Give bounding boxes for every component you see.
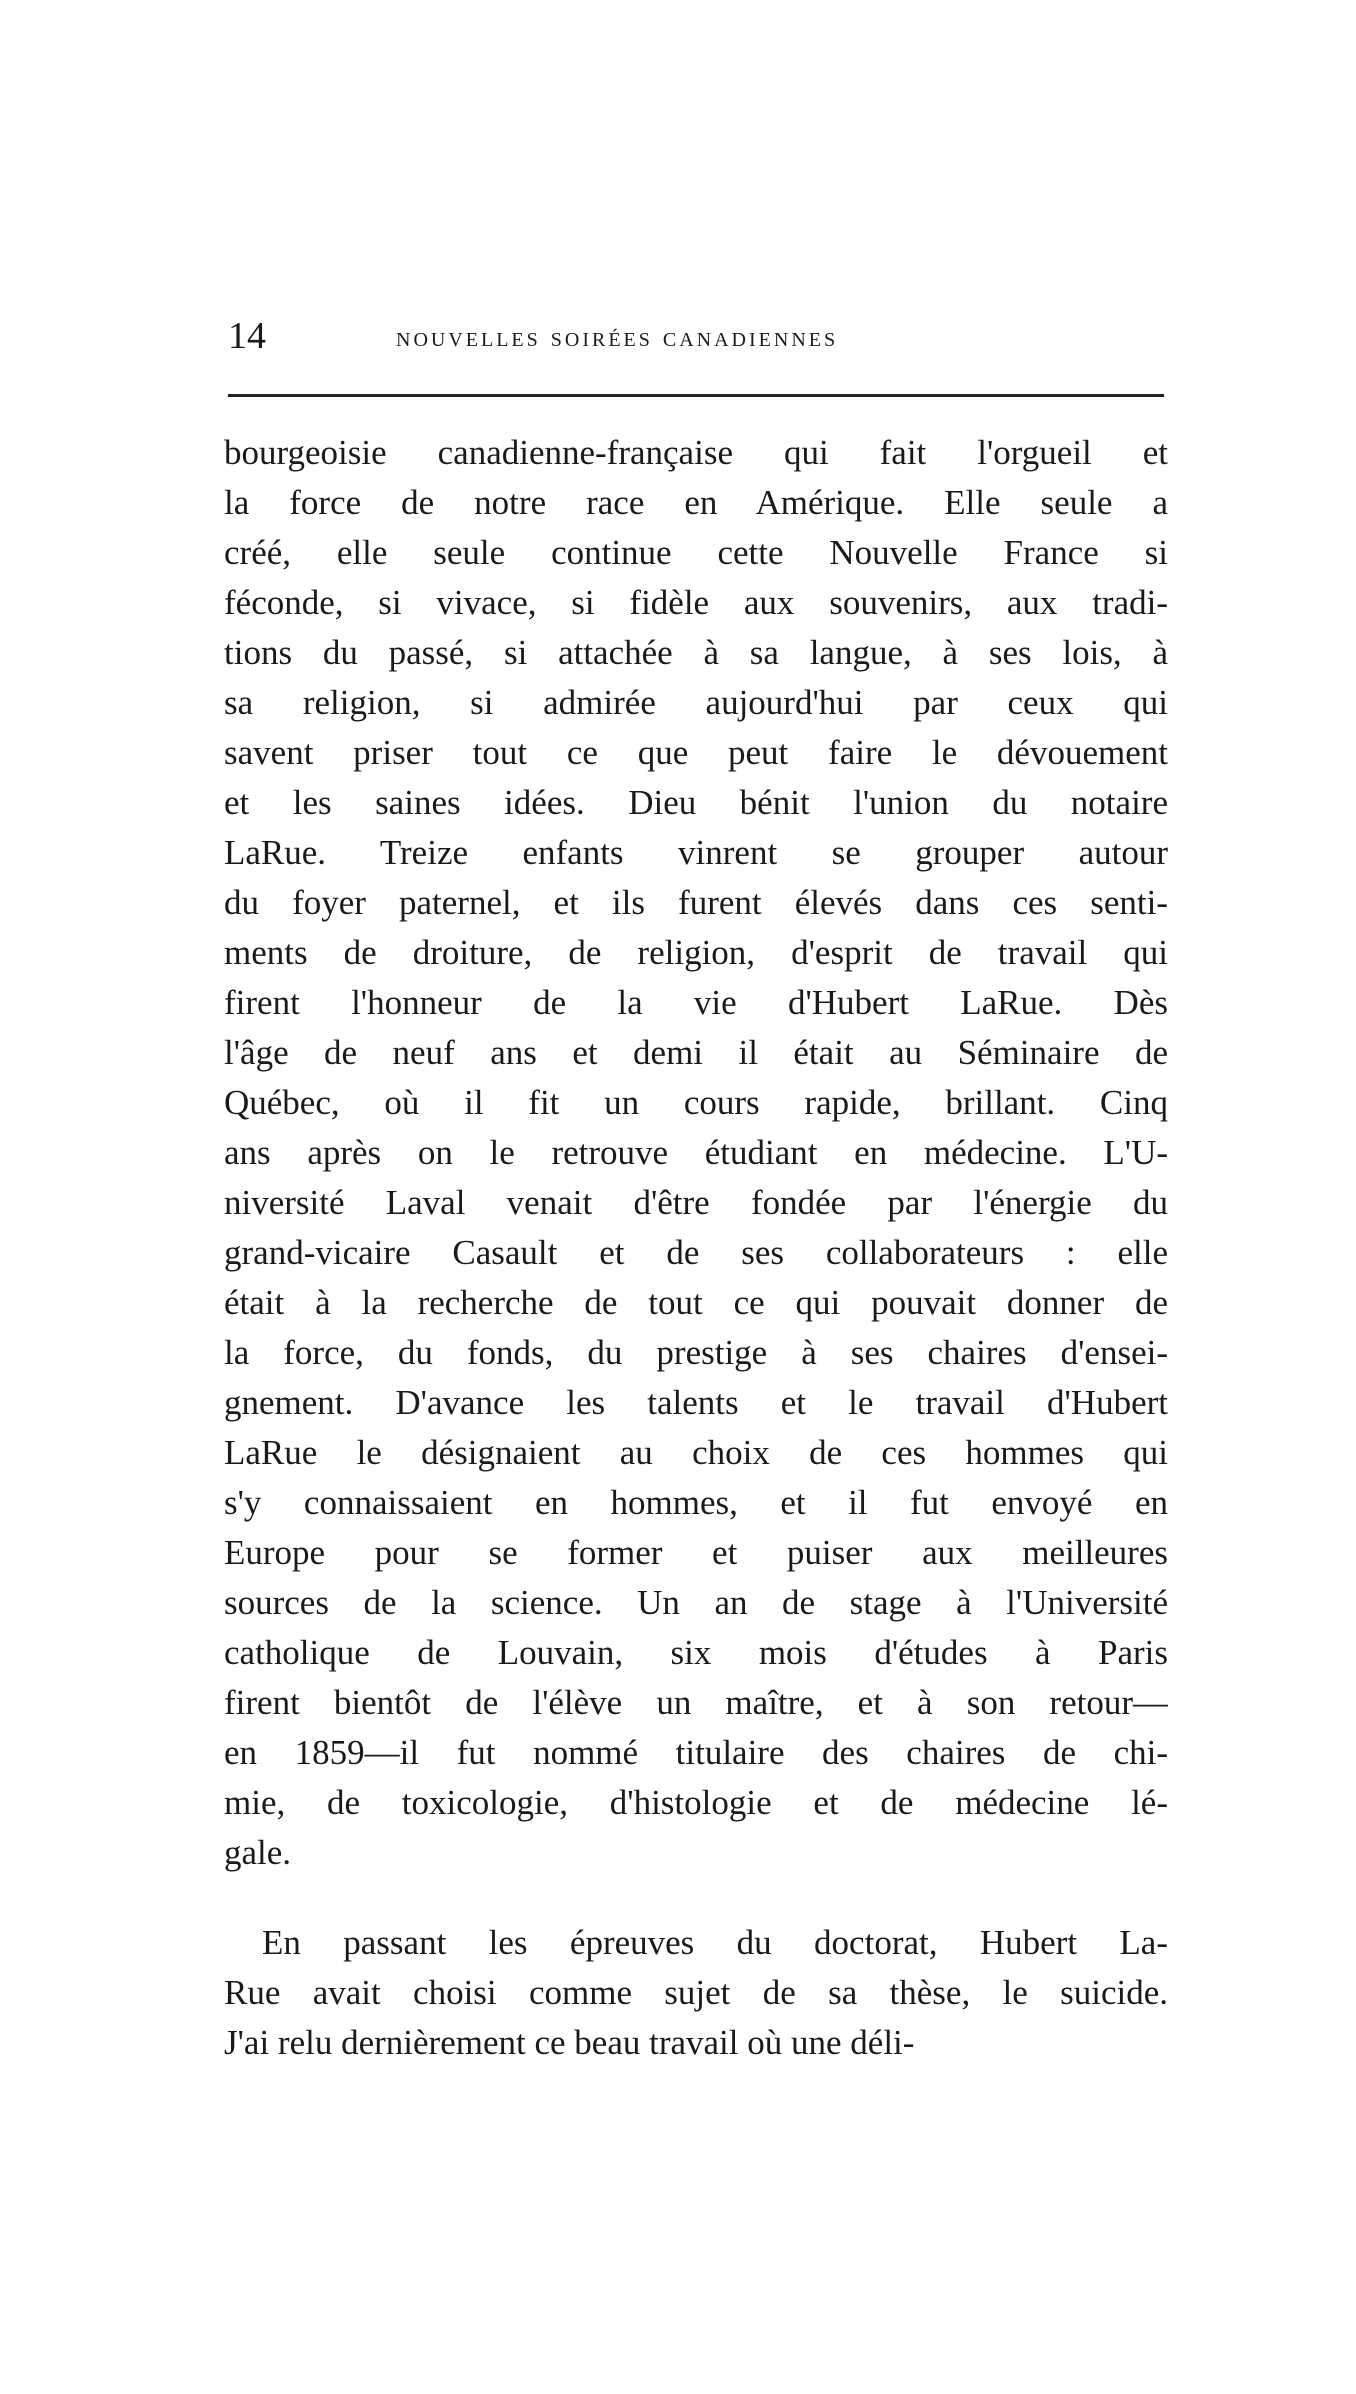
text-line: Europe pour se former et puiser aux meilleures [224,1533,1168,1572]
text-line: Québec, où il fit un cours rapide, brillant. Cinq [224,1083,1168,1122]
text-line: savent priser tout ce que peut faire le dévouement [224,733,1168,772]
text-line: la force de notre race en Amérique. Elle seule a [224,483,1168,522]
text-line: créé, elle seule continue cette Nouvelle France si [224,533,1168,572]
text-line: sa religion, si admirée aujourd'hui par ceux qui [224,683,1168,722]
text-line: tions du passé, si attachée à sa langue, à ses lois, à [224,633,1168,672]
text-line: la force, du fonds, du prestige à ses chaires d'ensei- [224,1333,1168,1372]
text-line: bourgeoisie canadienne-française qui fait l'orgueil et [224,433,1168,472]
text-line: féconde, si vivace, si fidèle aux souvenirs, aux tradi- [224,583,1168,622]
text-line: était à la recherche de tout ce qui pouvait donner de [224,1283,1168,1322]
text-line: grand-vicaire Casault et de ses collaborateurs : elle [224,1233,1168,1272]
text-line: firent bientôt de l'élève un maître, et à son retour— [224,1683,1168,1722]
text-line: sources de la science. Un an de stage à l'Université [224,1583,1168,1622]
page-number: 14 [228,315,266,357]
text-line: en 1859—il fut nommé titulaire des chaires de chi- [224,1733,1168,1772]
text-line: Rue avait choisi comme sujet de sa thèse, le suicide. [224,1973,1168,2012]
text-line: mie, de toxicologie, d'histologie et de médecine lé- [224,1783,1168,1822]
text-line: LaRue. Treize enfants vinrent se grouper autour [224,833,1168,872]
text-line: ans après on le retrouve étudiant en médecine. L'U- [224,1133,1168,1172]
text-line: l'âge de neuf ans et demi il était au Séminaire de [224,1033,1168,1072]
paragraph [224,1918,1168,2068]
text-line: et les saines idées. Dieu bénit l'union du notaire [224,783,1168,822]
running-head [228,310,1164,362]
header-rule [228,394,1164,397]
text-line: firent l'honneur de la vie d'Hubert LaRue. Dès [224,983,1168,1022]
text-line: du foyer paternel, et ils furent élevés dans ces senti- [224,883,1168,922]
text-line: J'ai relu dernièrement ce beau travail où une déli- [224,2023,915,2062]
text-line: gale. [224,1833,292,1872]
paragraph [224,428,1168,1878]
running-title: nouvelles soirées canadiennes [396,322,839,353]
text-line: niversité Laval venait d'être fondée par l'énergie du [224,1183,1168,1222]
text-line: s'y connaissaient en hommes, et il fut envoyé en [224,1483,1168,1522]
text-line: LaRue le désignaient au choix de ces hommes qui [224,1433,1168,1472]
text-line: catholique de Louvain, six mois d'études à Paris [224,1633,1168,1672]
body-text [224,428,1168,2068]
text-line: ments de droiture, de religion, d'esprit de travail qui [224,933,1168,972]
text-line: En passant les épreuves du doctorat, Hubert La- [262,1923,1168,1962]
text-line: gnement. D'avance les talents et le travail d'Hubert [224,1383,1168,1422]
paragraph-gap [224,1878,1168,1918]
